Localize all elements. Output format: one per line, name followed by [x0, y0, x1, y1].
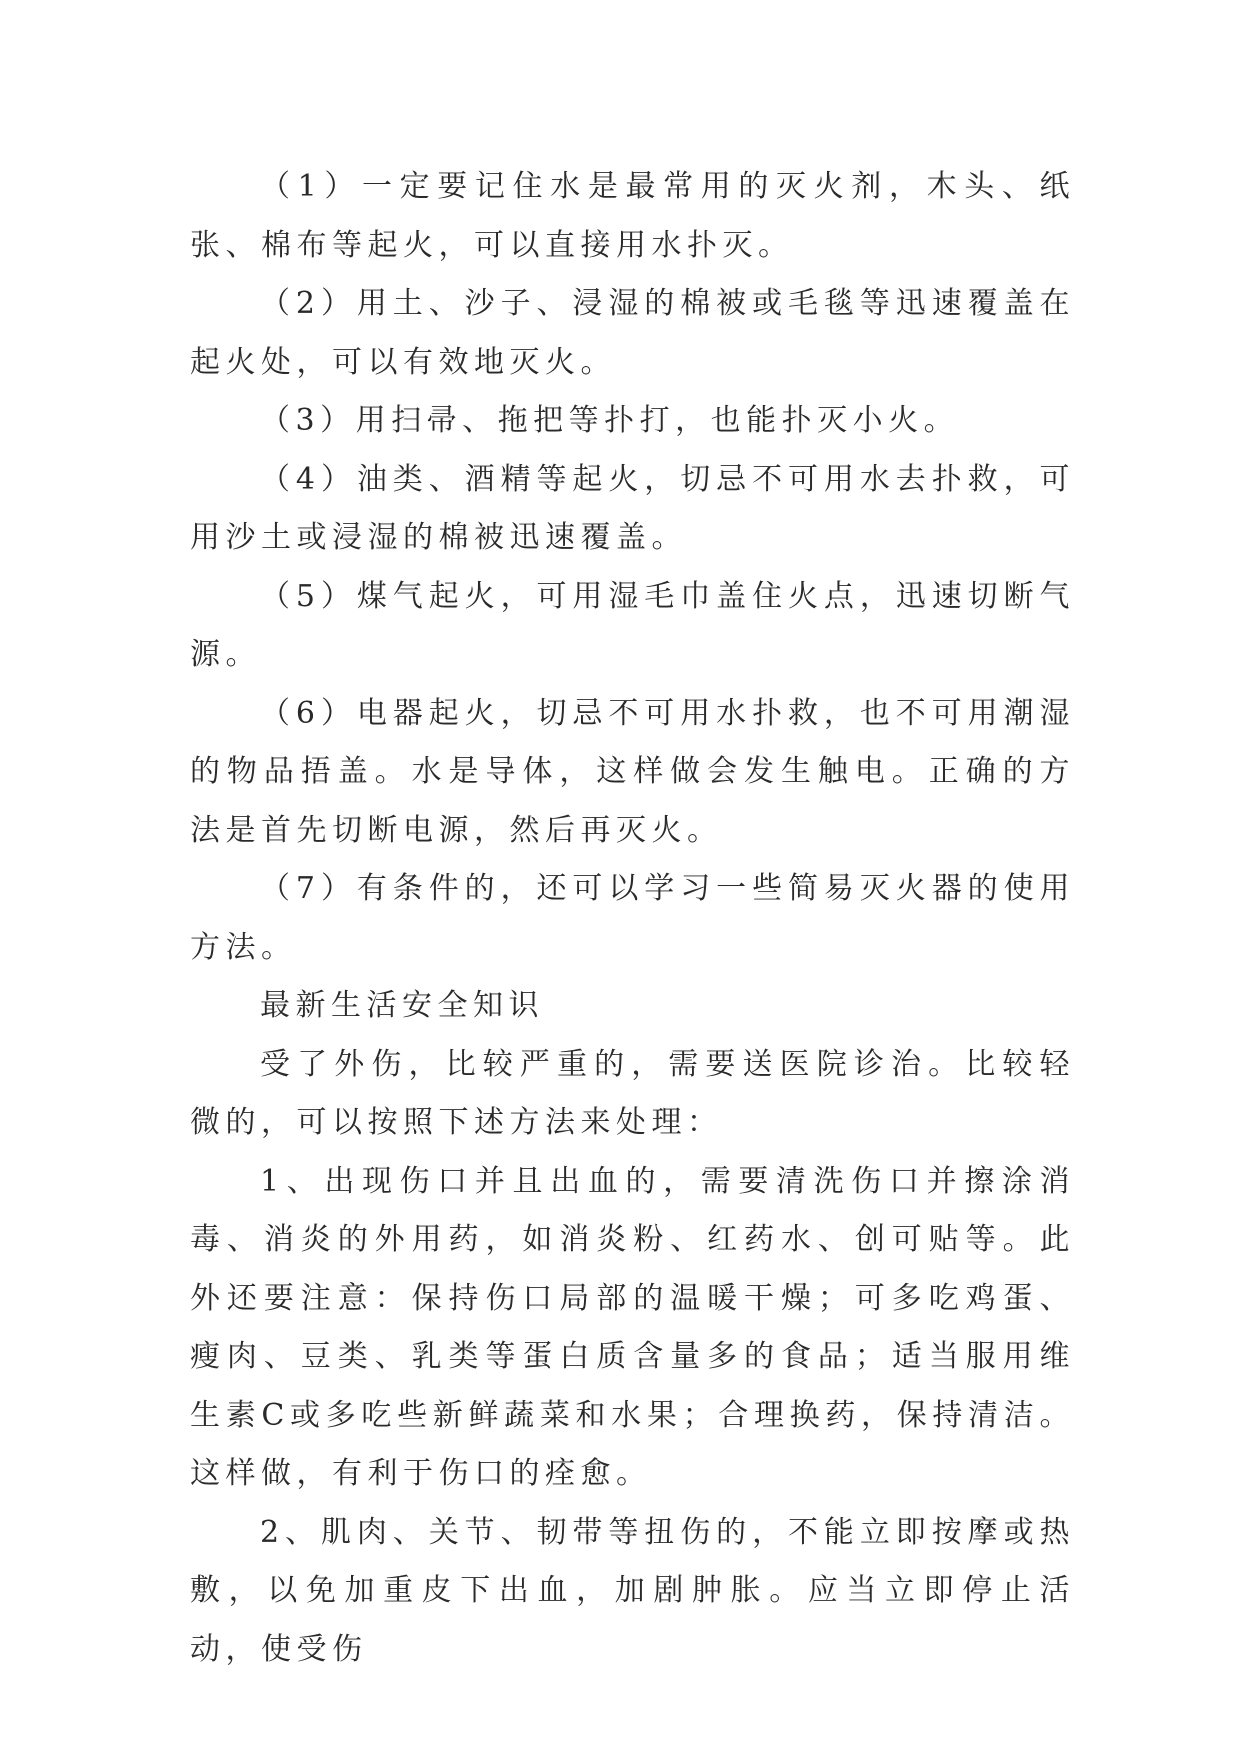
- paragraph-fire-beat: （3）用扫帚、拖把等扑打，也能扑灭小火。: [260, 403, 960, 438]
- document-body: [190, 158, 1075, 1679]
- paragraph-injury-wound: 1、出现伤口并且出血的，需要清洗伤口并擦涂消毒、消炎的外用药，如消炎粉、红药水、创可贴等。此外还要注意：保持伤口局部的温暖干燥；可多吃鸡蛋、瘦肉、豆类、乳类等蛋白质含量多的食品；适当服用维生素C或多吃些新鲜蔬菜和水果；合理换药，保持清洁。这样做，有利于伤口的痊愈。: [190, 1163, 1075, 1491]
- paragraph-fire-oil: （4）油类、酒精等起火，切忌不可用水去扑救，可用沙土或浸湿的棉被迅速覆盖。: [190, 461, 1075, 555]
- paragraph-fire-water: （1）一定要记住水是最常用的灭火剂，木头、纸张、棉布等起火，可以直接用水扑灭。: [190, 169, 1075, 263]
- paragraph-fire-cover: （2）用土、沙子、浸湿的棉被或毛毯等迅速覆盖在起火处，可以有效地灭火。: [190, 286, 1075, 380]
- paragraph-fire-extinguisher: （7）有条件的，还可以学习一些简易灭火器的使用方法。: [190, 871, 1075, 965]
- paragraph-injury-sprain: 2、肌肉、关节、韧带等扭伤的，不能立即按摩或热敷，以免加重皮下出血，加剧肿胀。应当立即停止活动，使受伤: [190, 1514, 1075, 1667]
- paragraph-fire-electric: （6）电器起火，切忌不可用水扑救，也不可用潮湿的物品捂盖。水是导体，这样做会发生触电。正确的方法是首先切断电源，然后再灭火。: [190, 695, 1075, 848]
- paragraph-injury-intro: 受了外伤，比较严重的，需要送医院诊治。比较轻微的，可以按照下述方法来处理：: [190, 1046, 1075, 1140]
- paragraph-fire-gas: （5）煤气起火，可用湿毛巾盖住火点，迅速切断气源。: [190, 578, 1075, 672]
- section-heading: 最新生活安全知识: [260, 988, 544, 1023]
